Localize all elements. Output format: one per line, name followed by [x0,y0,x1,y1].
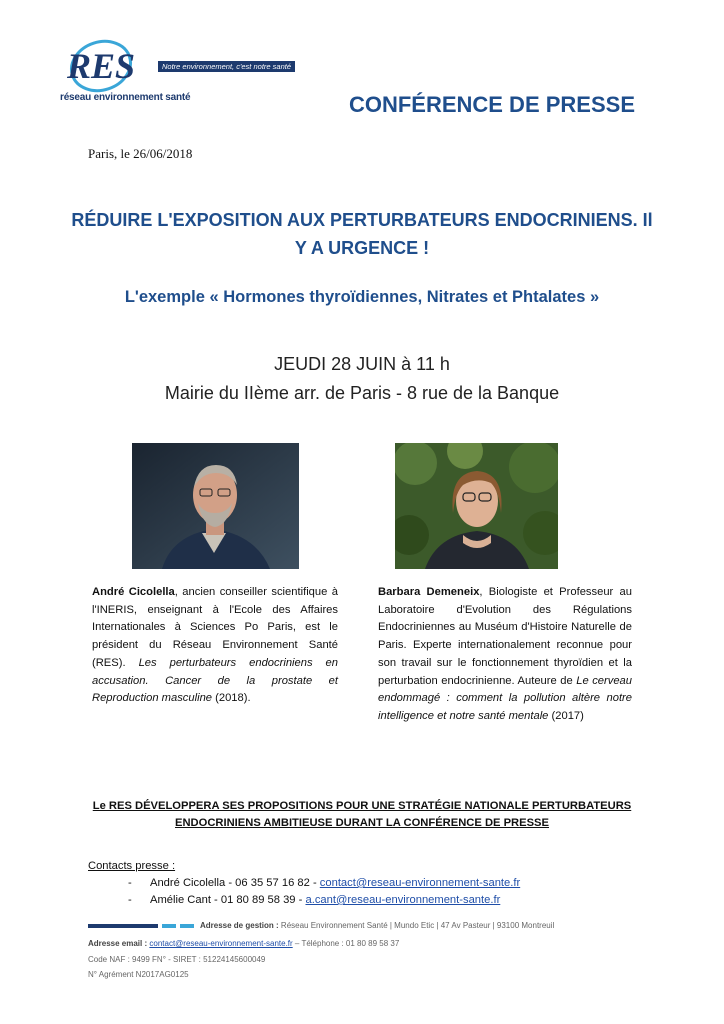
speaker-book-title: Le cerveau endommagé : comment la pollution altère notre intelligence et notre santé mentale [378,674,633,722]
speaker-name: André Cicolella [92,586,175,598]
headline-line-1: RÉDUIRE L'EXPOSITION AUX PERTURBATEURS ENDOCRINIENS. Il [71,210,653,230]
speaker-bio-text: , ancien conseiller scientifique à l'INERIS, enseignant à l'Ecole des Affaires Internationales à Sciences Po Paris, est le président du Réseau Environnement Santé (RES). [92,586,338,669]
contact-email-link[interactable]: contact@reseau-environnement-sante.fr [319,877,521,889]
contact-email-link[interactable]: a.cant@reseau-environnement-sante.fr [305,894,501,906]
footer-address-text: Réseau Environnement Santé | Mundo Etic | 47 Av Pasteur | 93100 Montreuil [280,921,555,930]
contact-text: Amélie Cant - 01 80 89 58 39 - [150,894,306,906]
footer-agrement: N° Agrément N2017AG0125 [88,970,189,979]
logo-subtitle: réseau environnement santé [60,92,191,103]
speaker-book-year: (2017) [548,709,584,722]
speaker-photo-andre-cicolella [132,443,299,569]
contact-row [128,894,500,906]
page-title: CONFÉRENCE DE PRESSE [348,92,635,117]
bullet: - [128,894,132,906]
logo-lettering: RES [66,46,136,86]
speaker-bio-right [378,584,632,726]
footer-naf: Code NAF : 9499 FN° - SIRET : 51224145600049 [88,955,266,964]
footer-email-label: Adresse email : [88,939,150,948]
footer-phone: – Téléphone : 01 80 89 58 37 [292,939,400,948]
speaker-book-year: (2018). [212,692,251,705]
contact-row [128,877,520,889]
speaker-bio-text: , Biologiste et Professeur au Laboratoire d'Evolution des Régulations Endocriniennes au Muséum d'Histoire Naturelle de Paris. Experte internationalement reconnue pour son travail sur le fonctionnement thyroïdien et la perturbation endocrinienne. Auteure de [378,586,632,687]
speaker-name: Barbara Demeneix [378,586,480,598]
footer-address-label: Adresse de gestion : [200,921,281,930]
footer-address [200,921,554,930]
contact-text: André Cicolella - 06 35 57 16 82 - [150,877,320,889]
main-headline [70,206,654,262]
headline-line-2: Y A URGENCE ! [294,238,430,258]
logo-tagline: Notre environnement, c'est notre santé [158,61,295,72]
footer-email-link[interactable]: contact@reseau-environnement-sante.fr [149,939,293,948]
announcement-line-1: Le RES DÉVELOPPERA SES PROPOSITIONS POUR UNE STRATÉGIE NATIONALE PERTURBATEURS [92,800,632,812]
contacts-heading: Contacts presse : [88,860,176,872]
footer-email-line [88,939,399,948]
sub-headline: L'exemple « Hormones thyroïdiennes, Nitrates et Phtalates » [124,288,600,306]
announcement-line-2: ENDOCRINIENS AMBITIEUSE DURANT LA CONFÉRENCE DE PRESSE [175,817,549,829]
speaker-bio-left [92,584,338,708]
speaker-book-title: Les perturbateurs endocriniens en accusation. Cancer de la prostate et Reproduction masculine [92,656,338,705]
bullet: - [128,877,132,889]
footer-color-bars [88,924,198,928]
speaker-photo-barbara-demeneix [395,443,558,569]
date-line: Paris, le 26/06/2018 [88,146,193,161]
announcement [88,798,636,832]
event-place: Mairie du IIème arr. de Paris - 8 rue de la Banque [164,383,560,403]
event-date: JEUDI 28 JUIN à 11 h [274,354,450,374]
res-logo [60,38,142,94]
